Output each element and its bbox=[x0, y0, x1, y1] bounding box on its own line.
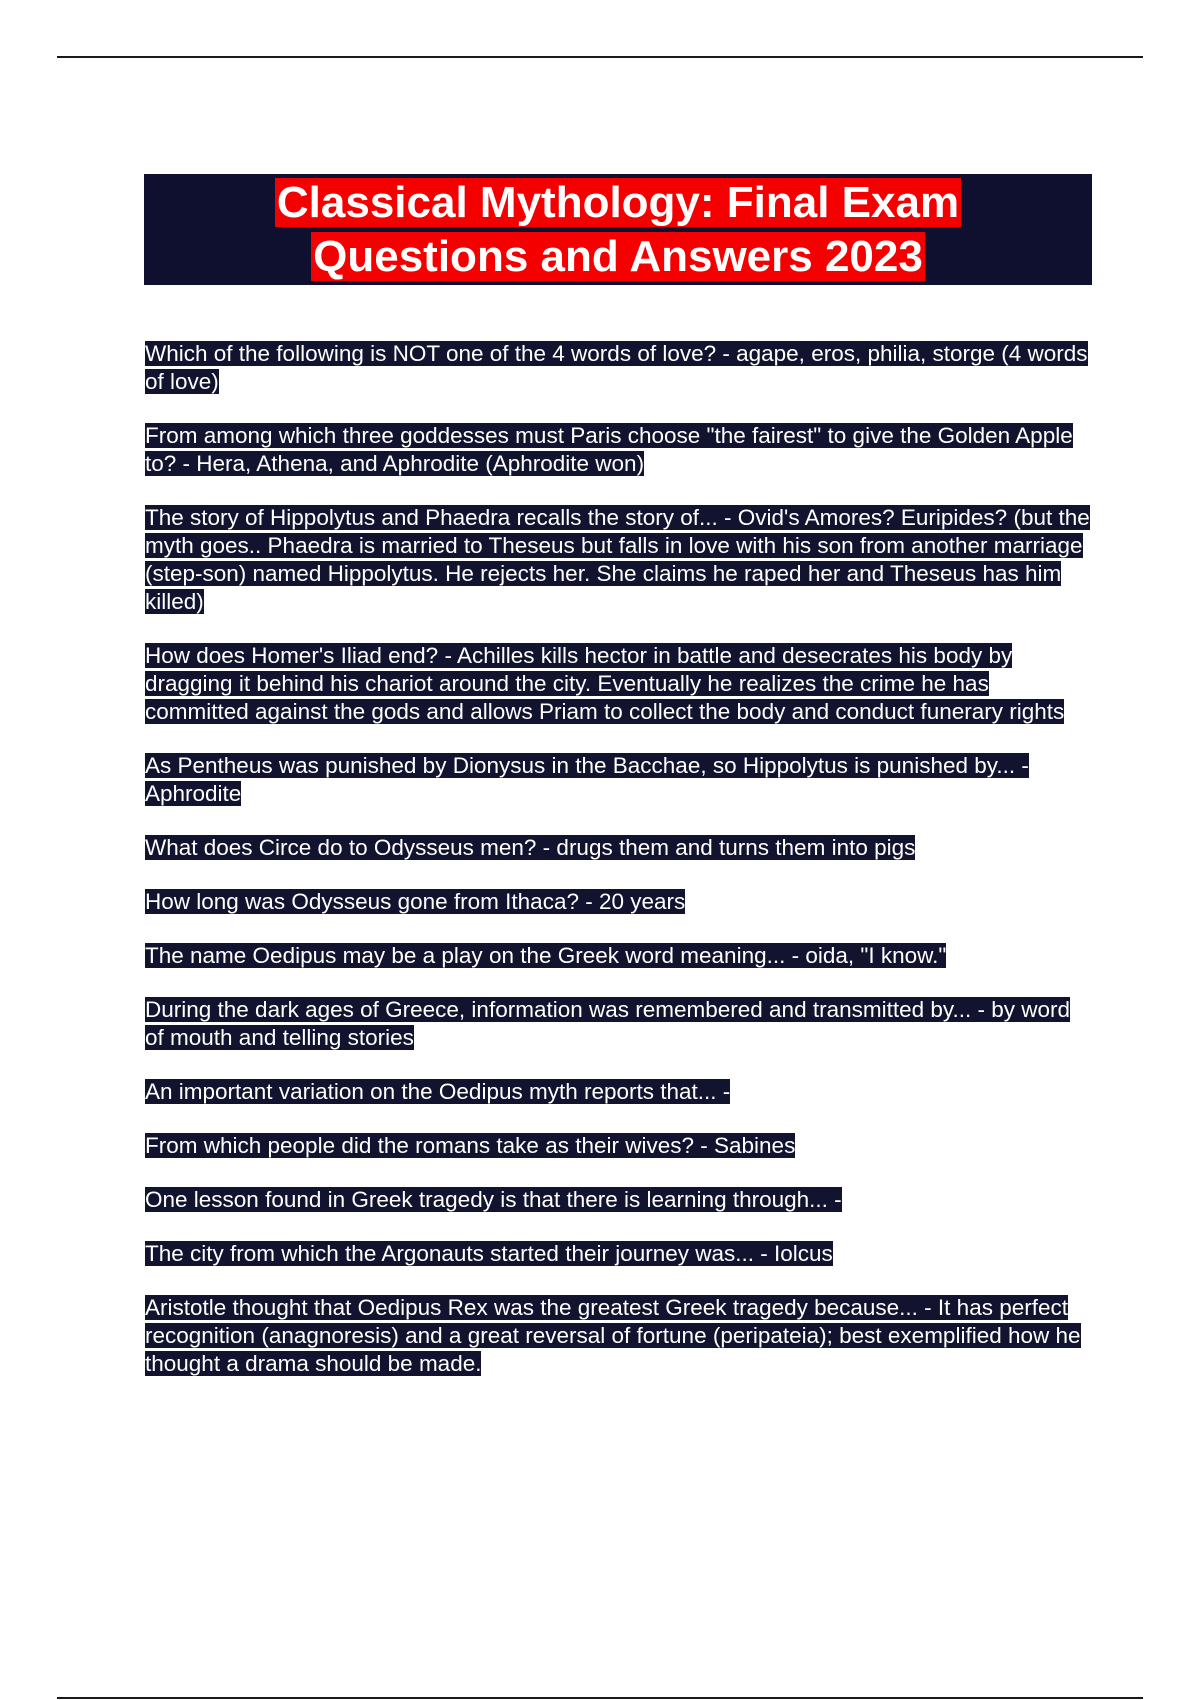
top-rule bbox=[57, 56, 1143, 58]
qa-item: The story of Hippolytus and Phaedra recalls the story of... - Ovid's Amores? Euripides? (but the myth goes.. Phaedra is married to Theseus but falls in love with his son from another marriage (step-son) named Hippolytus. He rejects her. She claims he raped her and Theseus has him killed) bbox=[145, 505, 1090, 614]
qa-item: What does Circe do to Odysseus men? - drugs them and turns them into pigs bbox=[145, 835, 916, 860]
title-banner bbox=[144, 174, 1092, 285]
qa-item: The name Oedipus may be a play on the Greek word meaning... - oida, "I know." bbox=[145, 943, 947, 968]
qa-list bbox=[145, 340, 1090, 1404]
qa-item: During the dark ages of Greece, information was remembered and transmitted by... - by word of mouth and telling stories bbox=[145, 997, 1071, 1050]
qa-item: As Pentheus was punished by Dionysus in the Bacchae, so Hippolytus is punished by... - Aphrodite bbox=[145, 753, 1029, 806]
qa-item: Which of the following is NOT one of the 4 words of love? - agape, eros, philia, storge (4 words of love) bbox=[145, 341, 1088, 394]
qa-item: Aristotle thought that Oedipus Rex was the greatest Greek tragedy because... - It has perfect recognition (anagnoresis) and a great reversal of fortune (peripateia); best exemplified how he thought a drama should be made. bbox=[145, 1295, 1081, 1376]
qa-item: An important variation on the Oedipus myth reports that... - bbox=[145, 1079, 731, 1104]
qa-item: How does Homer's Iliad end? - Achilles kills hector in battle and desecrates his body by dragging it behind his chariot around the city. Eventually he realizes the crime he has committed against the gods and allows Priam to collect the body and conduct funerary rights bbox=[145, 643, 1065, 724]
qa-item: From which people did the romans take as their wives? - Sabines bbox=[145, 1133, 796, 1158]
bottom-rule bbox=[57, 1697, 1143, 1699]
qa-item: How long was Odysseus gone from Ithaca? - 20 years bbox=[145, 889, 686, 914]
page-title: Classical Mythology: Final Exam Questions and Answers 2023 bbox=[276, 177, 960, 281]
qa-item: From among which three goddesses must Paris choose "the fairest" to give the Golden Apple to? - Hera, Athena, and Aphrodite (Aphrodite won) bbox=[145, 423, 1073, 476]
qa-item: The city from which the Argonauts started their journey was... - Iolcus bbox=[145, 1241, 833, 1266]
qa-item: One lesson found in Greek tragedy is that there is learning through... - bbox=[145, 1187, 842, 1212]
